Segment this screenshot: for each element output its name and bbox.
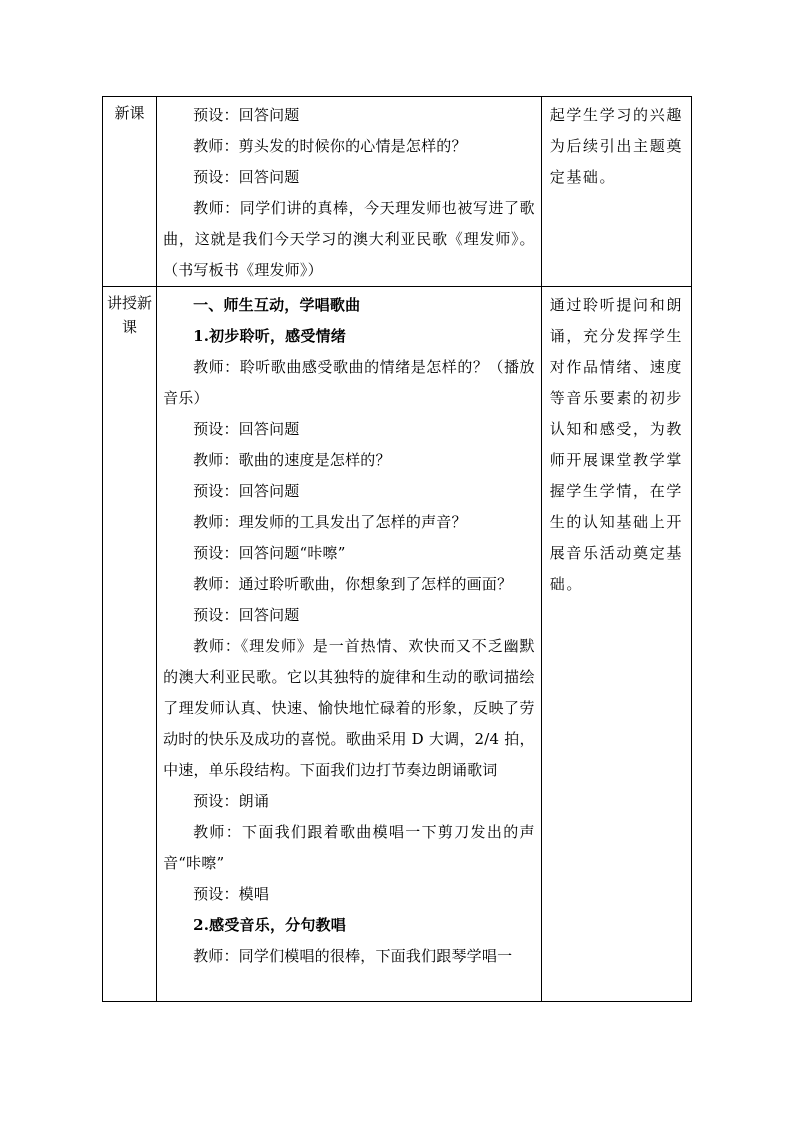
paragraph: 教师：下面我们跟着歌曲模唱一下剪刀发出的声音“咔嚓” [163, 823, 535, 872]
design-intent-text: 起学生学习的兴趣为后续引出主题奠定基础。 [549, 106, 683, 186]
paragraph: 教师：剪头发的时候你的心情是怎样的？ [193, 137, 467, 155]
subsection-heading: 1.初步聆听，感受情绪 [193, 327, 346, 345]
paragraph: 预设：回答问题 [193, 482, 300, 500]
lesson-plan-table [102, 96, 692, 1002]
paragraph: 教师：聆听歌曲感受歌曲的情绪是怎样的？（播放音乐） [163, 358, 535, 407]
design-intent-cell [541, 287, 691, 1002]
paragraph: 教师：通过聆听歌曲，你想象到了怎样的画面？ [193, 575, 513, 593]
paragraph: 预设：模唱 [193, 885, 270, 903]
teaching-process-cell [157, 97, 542, 287]
row-label: 讲授新课 [103, 287, 157, 1002]
paragraph: 预设：回答问题 [193, 168, 300, 186]
paragraph: 预设：回答问题 [193, 106, 300, 124]
paragraph: 预设：回答问题 [193, 606, 300, 624]
paragraph: 教师：同学们模唱的很棒，下面我们跟琴学唱一 [193, 947, 513, 965]
paragraph: 预设：回答问题“咔嚓” [193, 544, 346, 562]
section-heading: 一、师生互动，学唱歌曲 [193, 296, 361, 314]
paragraph: 教师：《理发师》是一首热情、欢快而又不乏幽默的澳大利亚民歌。它以其独特的旋律和生动的歌词描绘了理发师认真、快速、愉快地忙碌着的形象，反映了劳动时的快乐及成功的喜悦。歌曲采用 D 大调，2/4 拍，中速，单乐段结构。下面我们边打节奏边朗诵歌词 [163, 637, 535, 779]
design-intent-text: 通过聆听提问和朗诵，充分发挥学生对作品情绪、速度等音乐要素的初步认知和感受，为教师开展课堂教学掌握学生学情，在学生的认知基础上开展音乐活动奠定基础。 [549, 296, 683, 593]
paragraph: 教师：同学们讲的真棒，今天理发师也被写进了歌曲，这就是我们今天学习的澳大利亚民歌《理发师》。（书写板书《理发师》） [163, 199, 535, 279]
teaching-process-cell [157, 287, 542, 1002]
table-row [103, 287, 692, 1002]
paragraph: 教师：理发师的工具发出了怎样的声音？ [193, 513, 467, 531]
paragraph: 预设：朗诵 [193, 792, 270, 810]
table-row [103, 97, 692, 287]
row-label: 新课 [103, 97, 157, 287]
subsection-heading: 2.感受音乐，分句教唱 [193, 916, 346, 934]
design-intent-cell [541, 97, 691, 287]
paragraph: 教师：歌曲的速度是怎样的？ [193, 451, 391, 469]
paragraph: 预设：回答问题 [193, 420, 300, 438]
